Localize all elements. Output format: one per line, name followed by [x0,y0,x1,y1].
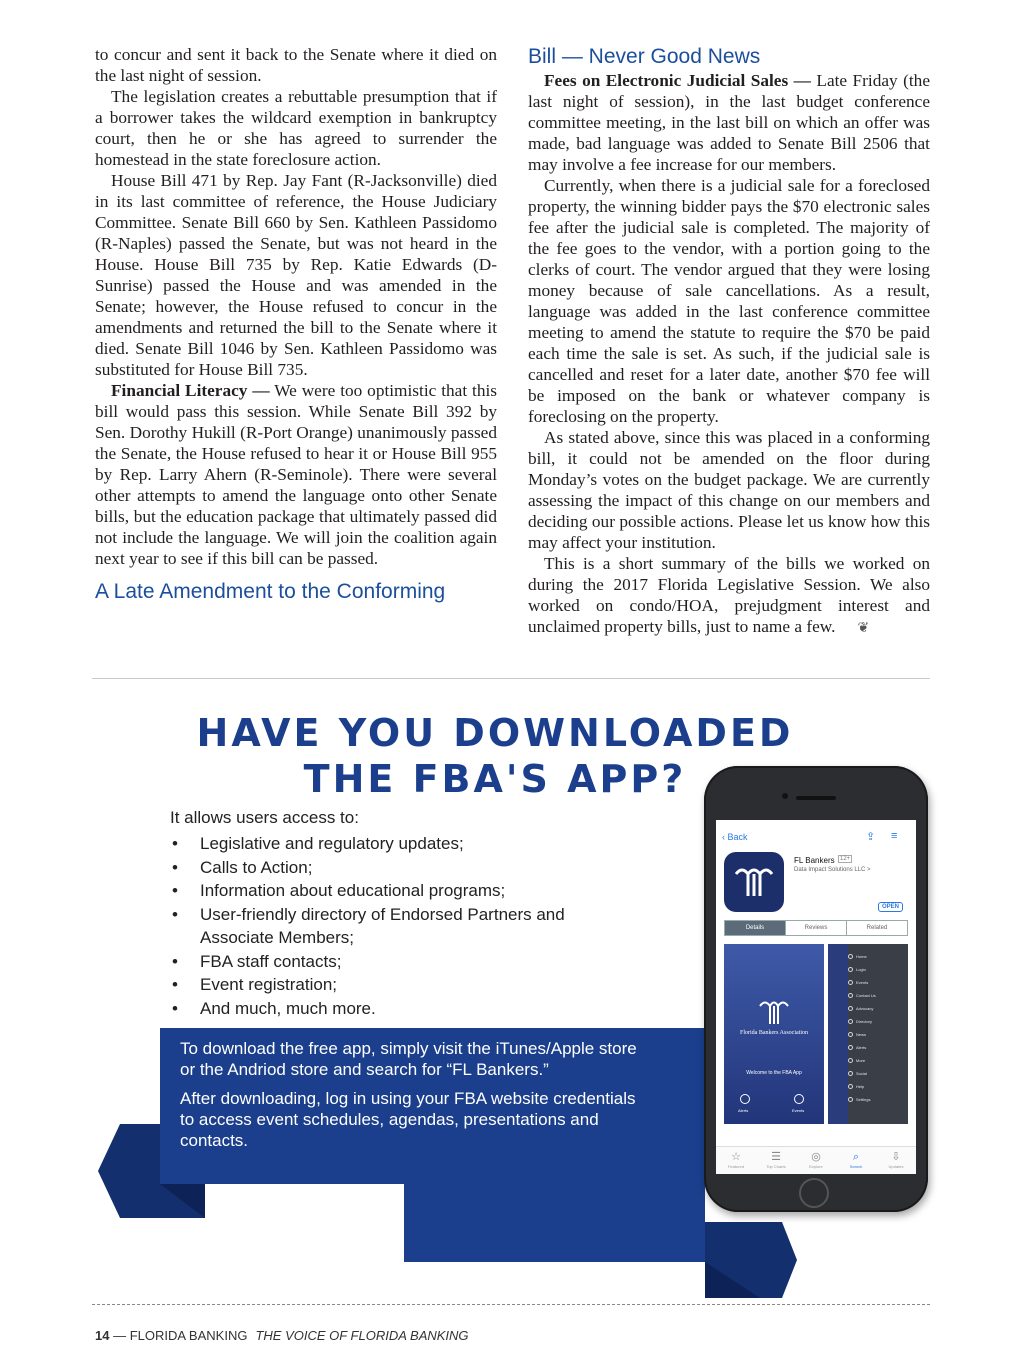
home-icon [848,954,853,959]
section-heading: A Late Amendment to the Conforming [95,580,446,603]
publication-name: — FLORIDA BANKING [109,1328,248,1343]
menu-item: More [856,1058,866,1063]
contact-icon [848,993,853,998]
fba-logo-icon [724,852,784,912]
paragraph: As stated above, since this was placed in a conforming bill, it could not be amended on the floor during Monday’s votes on the budget package. We are currently assessing the impact of this change on our members and deciding our possible actions. Please let us know how this may affect your institution. [528,428,930,552]
paragraph-text: We were too optimistic that this bill would pass this session. While Senate Bill 392 by Sen. Dorothy Hukill (R-Port Orange) unanimously passed the Senate, the House refused to hear it or House Bill 955 by Rep. Larry Ahern (R-Seminole). There were several other attempts to amend the language onto other Senate bills, but the education package that ultimately passed did not include the language. We will join the coalition again next year to see if this bill can be passed. [95,381,497,568]
menu-item: Advocacy [856,1006,874,1011]
paragraph: Currently, when there is a judicial sale for a foreclosed property, the winning bidder pays the $70 electronic sales fee after the judicial sale is completed. The majority of the fee goes to the vendor, with a portion going to the clerks of court. The vendor argued that they were losing money because of sale cancellations. As a result, language was added in the last conference committee meeting to amend the statute to require the $70 be paid each time the sale is set. As such, if the judicial sale is cancelled and reset for a later date, another $70 fee will be imposed on the bank or whatever company is foreclosing on the property. [528,176,930,426]
feature-item: • Calls to Action; [170,856,600,880]
help-icon [848,1084,853,1089]
download-icon: ⇩ [891,1151,901,1163]
share-icon: ⇪ [866,831,876,843]
alerts-icon [740,1094,750,1104]
feature-item: • Legislative and regulatory updates; [170,832,600,856]
menu-item: Events [856,980,869,985]
tab-explore: ◎ Explore [796,1147,836,1174]
tab-top-charts: ☰ Top Charts [756,1147,796,1174]
paragraph: The legislation creates a rebuttable presumption that if a borrower takes the wildcard exemption in bankruptcy court, then he or she has agreed to surrender the homestead in the state foreclosure action. [95,87,497,169]
promo-title-line1: HAVE YOU DOWNLOADED [196,711,794,755]
menu-item: Settings [856,1097,871,1102]
page-footer [95,1328,469,1343]
social-icon [848,1071,853,1076]
promo-intro: It allows users access to: [170,808,359,827]
app-store-screen [716,820,916,1174]
speaker-grille [796,796,836,800]
search-icon: ⌕ [852,1151,860,1163]
chevron-left-icon: ‹ [722,832,728,842]
app-screenshot-home [724,944,824,1124]
menu-item: Login [856,967,866,972]
feature-item: • FBA staff contacts; [170,950,600,974]
news-icon [848,1032,853,1037]
login-text: After downloading, log in using your FBA website credentials to access event schedules, agendas, presentations and contacts. [180,1089,636,1150]
tab-bar [716,1146,916,1174]
end-mark-icon: ❦ [857,621,870,636]
subhead-financial-literacy: Financial Literacy — [111,381,270,400]
app-name: FL Bankers [794,856,835,865]
menu-item: Alerts [856,1045,867,1050]
tab-featured: ☆ Featured [716,1147,756,1174]
back-link: ‹ Back [722,832,748,842]
menu-item: Social [856,1071,867,1076]
paragraph: House Bill 471 by Rep. Jay Fant (R-Jacksonville) died in its last committee of reference, the House Judiciary Committee. Senate Bill 660 by Sen. Kathleen Passidomo (R-Naples) passed the Senate, but was not heard in the House. House Bill 735 by Rep. Katie Edwards (D-Sunrise) passed the House and was amended in the Senate; however, the House refused to concur in the amendments and returned the bill to the Senate where it died. Senate Bill 1046 by Sen. Kathleen Passidomo was substituted for House Bill 735. [95,171,497,379]
menu-item: Contact Us [856,993,876,998]
tab-updates: ⇩ Updates [876,1147,916,1174]
welcome-text: Welcome to the FBA App [746,1070,802,1076]
segment-reviews: Reviews [786,921,847,935]
more-icon [848,1058,853,1063]
segment-details: Details [725,921,786,935]
segment-related: Related [866,925,888,931]
home-button [799,1178,829,1208]
events-icon [794,1094,804,1104]
feature-item: • User-friendly directory of Endorsed Partners and Associate Members; [170,903,600,950]
paragraph-text: Late Friday (the last night of session), in the last budget conference committee meeting, in the last bill on which an offer was made, bad language was added to Senate Bill 2506 that may involve a fee increase for our members. [528,71,930,174]
alerts-label: Alerts [738,1108,749,1113]
phone-mockup [704,766,928,1212]
download-instructions-box [160,1028,720,1184]
publication-tagline: THE VOICE OF FLORIDA BANKING [255,1328,469,1343]
menu-list [828,944,908,1124]
download-text: To download the free app, simply visit the iTunes/Apple store or the Andriod store and search for “FL Bankers.” [180,1039,637,1079]
login-icon [848,967,853,972]
fba-app-icon [724,852,784,912]
menu-item: Directory [856,1019,873,1024]
subhead-fees: Fees on Electronic Judicial Sales — [544,71,811,90]
compass-icon: ◎ [811,1151,821,1163]
menu-item: News [856,1032,867,1037]
directory-icon [848,1019,853,1024]
events-label: Events [792,1108,805,1113]
footer-divider [92,1304,930,1305]
feature-item: • And much, much more. [170,997,600,1021]
feature-item: • Information about educational programs; [170,879,600,903]
paragraph-text: This is a short summary of the bills we worked on during the 2017 Florida Legislative Session. We also worked on condo/HOA, prejudgment interest and unclaimed property bills, just to name a few. [528,554,930,636]
feature-item: • Event registration; [170,973,600,997]
page-number: 14 [95,1328,110,1343]
developer-name: Data Impact Solutions LLC > [794,867,871,873]
feature-list [170,832,600,1020]
open-button: OPEN [878,902,903,912]
fba-logo-icon [754,994,794,1028]
settings-icon [848,1097,853,1102]
list-icon: ☰ [771,1151,781,1163]
list-icon: ≡ [891,830,898,842]
menu-item: Help [856,1084,865,1089]
ribbon-lower-band [404,1184,705,1262]
segmented-control [724,920,908,936]
alert-icon [848,1045,853,1050]
star-icon: ☆ [731,1151,741,1163]
events-icon [848,980,853,985]
fba-wordmark: Florida Bankers Association [740,1030,808,1036]
camera-icon [782,793,788,799]
advocacy-icon [848,1006,853,1011]
paragraph: to concur and sent it back to the Senate where it died on the last night of session. [95,45,497,85]
promo-title-line2: THE FBA'S APP? [303,757,687,801]
section-heading-continued: Bill — Never Good News [528,45,761,68]
age-rating-badge: 12+ [840,856,851,862]
tab-search: ⌕ Search [836,1147,876,1174]
menu-item: Home [856,954,867,959]
